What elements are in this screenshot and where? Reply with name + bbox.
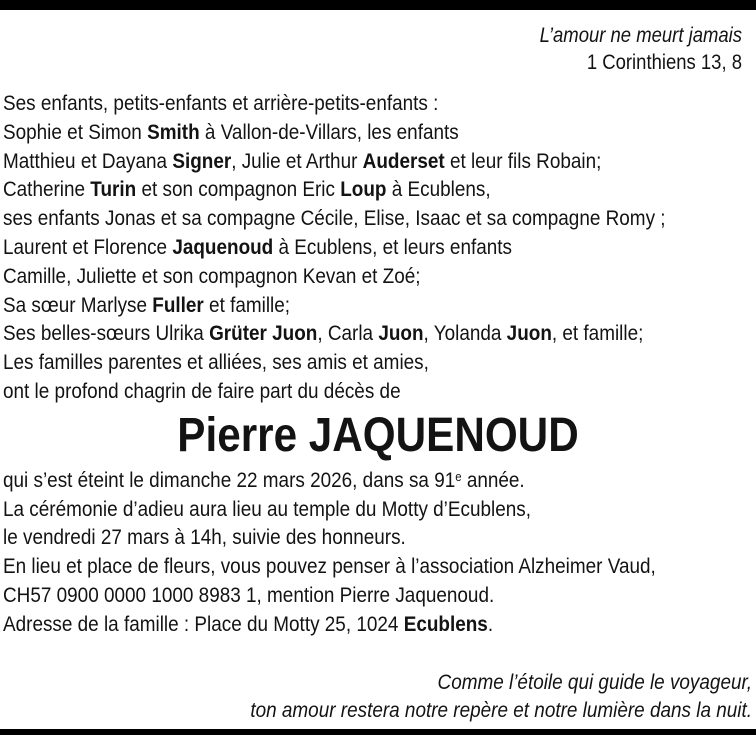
text-line: Ses enfants, petits-enfants et arrière-petits-enfants :	[3, 91, 439, 115]
text-line: Laurent et Florence Jaquenoud à Ecublens, et leurs enfants	[3, 234, 512, 259]
text-line: La cérémonie d’adieu aura lieu au temple du Motty d’Ecublens,	[3, 496, 531, 521]
text-line: Camille, Juliette et son compagnon Kevan et Zoé;	[3, 263, 421, 288]
text-line: ont le profond chagrin de faire part du décès de	[3, 378, 401, 403]
closing-quote	[0, 668, 756, 726]
family-announcement	[0, 89, 756, 406]
text-line: le vendredi 27 mars à 14h, suivie des honneurs.	[3, 525, 406, 550]
epigraph-reference: 1 Corinthiens 13, 8	[586, 51, 742, 74]
closing-quote-line-1: Comme l’étoile qui guide le voyageur,	[437, 669, 752, 694]
closing-quote-line-2: ton amour restera notre repère et notre lumière dans la nuit.	[250, 698, 753, 723]
text-line: Ses belles-sœurs Ulrika Grüter Juon, Carla Juon, Yolanda Juon, et famille;	[3, 321, 644, 346]
text-line: Sophie et Simon Smith à Vallon-de-Villars, les enfants	[3, 119, 459, 144]
text-line: En lieu et place de fleurs, vous pouvez penser à l’association Alzheimer Vaud,	[3, 554, 656, 579]
epigraph	[0, 22, 756, 76]
top-border-bar	[0, 0, 756, 10]
epigraph-quote: L’amour ne meurt jamais	[539, 24, 742, 47]
text-line: ses enfants Jonas et sa compagne Cécile, Elise, Isaac et sa compagne Romy ;	[3, 206, 666, 231]
text-line: Matthieu et Dayana Signer, Julie et Arthur Auderset et leur fils Robain;	[3, 148, 602, 173]
text-line: qui s’est éteint le dimanche 22 mars 2026, dans sa 91e année.	[3, 467, 525, 492]
text-line: Les familles parentes et alliées, ses amis et amies,	[3, 350, 429, 375]
text-line: CH57 0900 0000 1000 8983 1, mention Pierre Jaquenoud.	[3, 582, 495, 607]
deceased-name: Pierre JAQUENOUD	[177, 408, 579, 462]
text-line: Sa sœur Marlyse Fuller et famille;	[3, 292, 291, 317]
text-line: Catherine Turin et son compagnon Eric Loup à Ecublens,	[3, 177, 491, 202]
text-line: Adresse de la famille : Place du Motty 25, 1024 Ecublens.	[3, 611, 494, 636]
bottom-border-bar	[0, 729, 756, 735]
funeral-details	[0, 466, 756, 639]
